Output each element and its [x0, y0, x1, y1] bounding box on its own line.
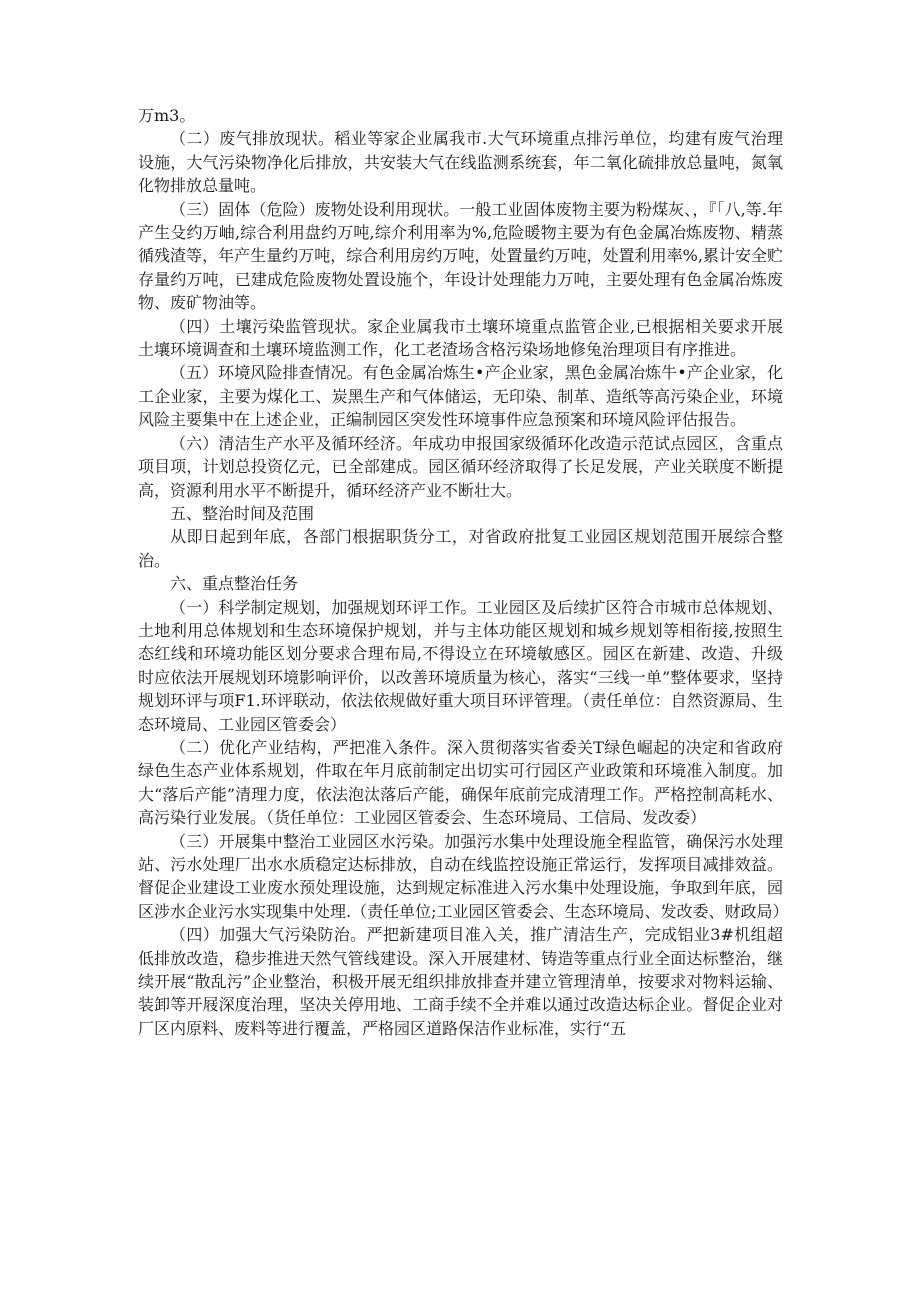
section-heading-5: 五、整治时间及范围: [170, 503, 315, 523]
paragraph-waste-gas: （二）废气排放现状。稻业等家企业属我市.大气环境重点排污单位，均建有废气治理设施，大气污染物净化后排放，共安装大气在线监测系统套，年二氧化硫排放总量吨，氮氧化物排放总量吨。: [138, 129, 783, 196]
paragraph-timeframe: 从即日起到年底，各部门根据职货分工，对省政府批复工业园区规划范围开展综合整治。: [138, 527, 783, 570]
paragraph-task-1: （一）科学制定规划，加强规划环评工作。工业园区及后续扩区符合市城市总体规划、土地利用总体规划和生态环境保护规划，并与主体功能区规划和城乡规划等相衔接,按照生态红线和环境功能区划分要求合理布局,不得设立在环境敏感区。园区在新建、改造、升级时应依法开展规划环境影响评价，以改善环境质量为核心，落实“三线一单”整体要求，坚持规划环评与项F1.环评联动，依法依规做好重大项目环评管理。（责任单位：自然资源局、生态环境局、工业园区管委会）: [138, 597, 783, 734]
paragraph-task-4: （四）加强大气污染防治。严把新建项目准入关，推广清洁生产，完成铝业3#机组超低排放改造，稳步推进天然气管线建设。深入开展建材、铸造等重点行业全面达标整治，继续开展“散乱污”企业整治，积极开展无组织排放排查并建立管理清单，按要求对物料运输、装卸等开屐深度治理，坚决关停用地、工商手续不全并难以通过改造达标企业。督促企业对厂区内原料、废料等进行覆盖，严格园区道路保洁作业标准，实行“五: [138, 925, 783, 1038]
paragraph-solid-waste: （三）固体（危险）废物处设利用现状。一般工业固体废物主要为粉煤灰、，『「八,等.年产生殳约万岫,综合利用盘约万吨,综介利用率为%,危险暖物主要为有色金属冶炼废物、精蒸循残渣等，年产生量约万吨，综合利用房约万吨，处置量约万吨，处置利用率%,累计安全贮存量约万吨，已建成危险废物处置设施个，年设计处理能力万吨，主要处理有色金属冶炼废物、废矿物油等。: [138, 199, 783, 313]
section-heading-6: 六、重点整治任务: [170, 574, 299, 594]
paragraph-clean-production: （六）清洁生产水平及循环经济。年成功申报国家级循环化改造示范试点园区，含重点项目项，计划总投资亿元，已全部建成。园区循环经济取得了长足发展，产业关联度不断提高，资源利用水平不断提升，循环经济产业不断壮大。: [138, 433, 783, 500]
paragraph-risk: （五）环境风险排查情况。有色金属冶炼生•产企业家，黑色金属冶炼牛•产企业家，化工企业家，主要为煤化工、炭黑生产和气体储运，无印染、制革、造纸等高污染企业，环境风险主要集中在上述企业，正编制园区突发性环境事件应急预案和环境风险评估报告。: [138, 363, 783, 430]
document-page: [138, 104, 789, 1040]
paragraph-soil: （四）土壤污染监管现状。家企业属我市土壤环境重点监管企业,已根据相关要求开展土壤环境调查和土壤环境监测工作，化工老渣场含格污染场地修兔治理项目有序推进。: [138, 316, 783, 360]
paragraph-continuation: 万m3。: [138, 106, 196, 125]
paragraph-task-3: （三）开展集中整治工业园区水污染。加强污水集中处理设施全程监管，确保污水处理站、污水处理厂出水水质稳定达标排放，自动在线监控设施正常运行，发挥项目减排效益。督促企业建设工业废水预处理设施，达到规定标准进入污水集中处理设施，争取到年底，园区涉水企业污水实现集中处理.（责任单位;工业园区管委会、生态环境局、发改委、财政局）: [138, 831, 789, 921]
paragraph-task-2: （二）优化产业结构，严把准入条件。深入贯彻落实省委关T绿色崛起的决定和省政府绿色生态产业体系规划，件取在年月底前制定出切实可行园区产业政策和环境准入制度。加大“落后产能”清理力度，依法泡汰落后产能，确保年底前完成清理工作。严格控制高耗水、高污染行业发展。（货任单位：工业园区管委会、生态环境局、工信局、发改委）: [138, 737, 783, 828]
